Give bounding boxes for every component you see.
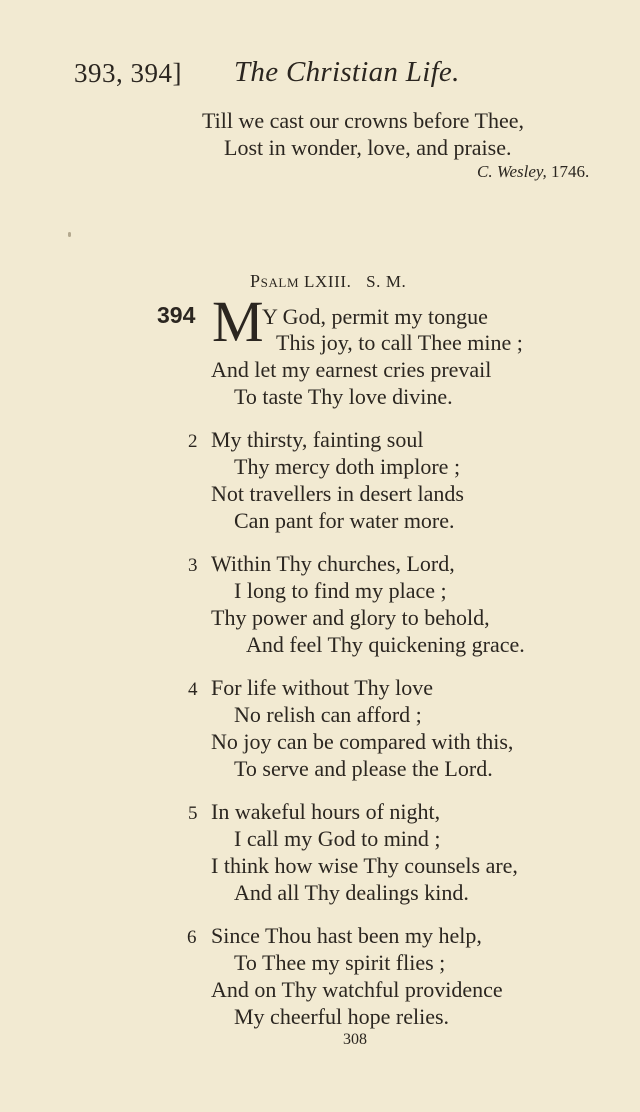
verse-number: 2	[188, 431, 198, 452]
hymn-line: I long to find my place ;	[234, 578, 447, 603]
hymn-line: And all Thy dealings kind.	[234, 880, 469, 905]
hymn-line: My thirsty, fainting soul	[211, 427, 424, 452]
verse-number: 4	[188, 679, 198, 700]
attribution-author: C. Wesley,	[477, 162, 547, 181]
hymn-line: No relish can afford ;	[234, 702, 422, 727]
hymn-line: To Thee my spirit flies ;	[234, 950, 446, 975]
hymn-line: Can pant for water more.	[234, 508, 455, 533]
hymn-line: I call my God to mind ;	[234, 826, 441, 851]
verse-number: 6	[187, 927, 197, 948]
hymn-number: 394	[157, 302, 196, 328]
hymn-line: This joy, to call Thee mine ;	[276, 330, 523, 355]
hymn-line: To taste Thy love divine.	[234, 384, 453, 409]
verse-number: 3	[188, 555, 198, 576]
hymn-line: Within Thy churches, Lord,	[211, 551, 455, 576]
running-head-page-range: 393, 394]	[74, 58, 182, 88]
hymn-line: To serve and please the Lord.	[234, 756, 493, 781]
psalm-heading	[250, 271, 406, 292]
page-number: 308	[343, 1031, 367, 1048]
hymn-line: Since Thou hast been my help,	[211, 923, 482, 948]
psalm-number: LXIII.	[304, 272, 352, 291]
prev-hymn-attribution	[477, 162, 589, 182]
prev-hymn-line: Till we cast our crowns before Thee,	[202, 108, 524, 133]
verse-number: 5	[188, 803, 198, 824]
attribution-year: 1746.	[550, 162, 590, 181]
hymn-line: No joy can be compared with this,	[211, 729, 514, 754]
hymn-line: Thy mercy doth implore ;	[234, 454, 461, 479]
hymn-line: My cheerful hope relies.	[234, 1004, 450, 1029]
hymn-line: I think how wise Thy counsels are,	[211, 853, 518, 878]
hymn-line: And let my earnest cries prevail	[211, 357, 492, 382]
hymn-line: Thy power and glory to behold,	[211, 605, 490, 630]
hymn-meter: S. M.	[366, 272, 407, 291]
hymn-line: And on Thy watchful providence	[211, 977, 503, 1002]
paper-speck	[68, 232, 71, 237]
hymn-line: Not travellers in desert lands	[211, 481, 464, 506]
hymn-line: Y God, permit my tongue	[262, 304, 488, 329]
hymn-line: For life without Thy love	[211, 675, 434, 700]
hymn-line: In wakeful hours of night,	[211, 799, 441, 824]
prev-hymn-line: Lost in wonder, love, and praise.	[224, 135, 512, 160]
psalm-label: Psalm	[250, 271, 300, 291]
drop-cap-letter: M	[212, 289, 263, 354]
running-head-title: The Christian Life.	[234, 56, 460, 88]
hymn-line: And feel Thy quickening grace.	[246, 632, 525, 657]
